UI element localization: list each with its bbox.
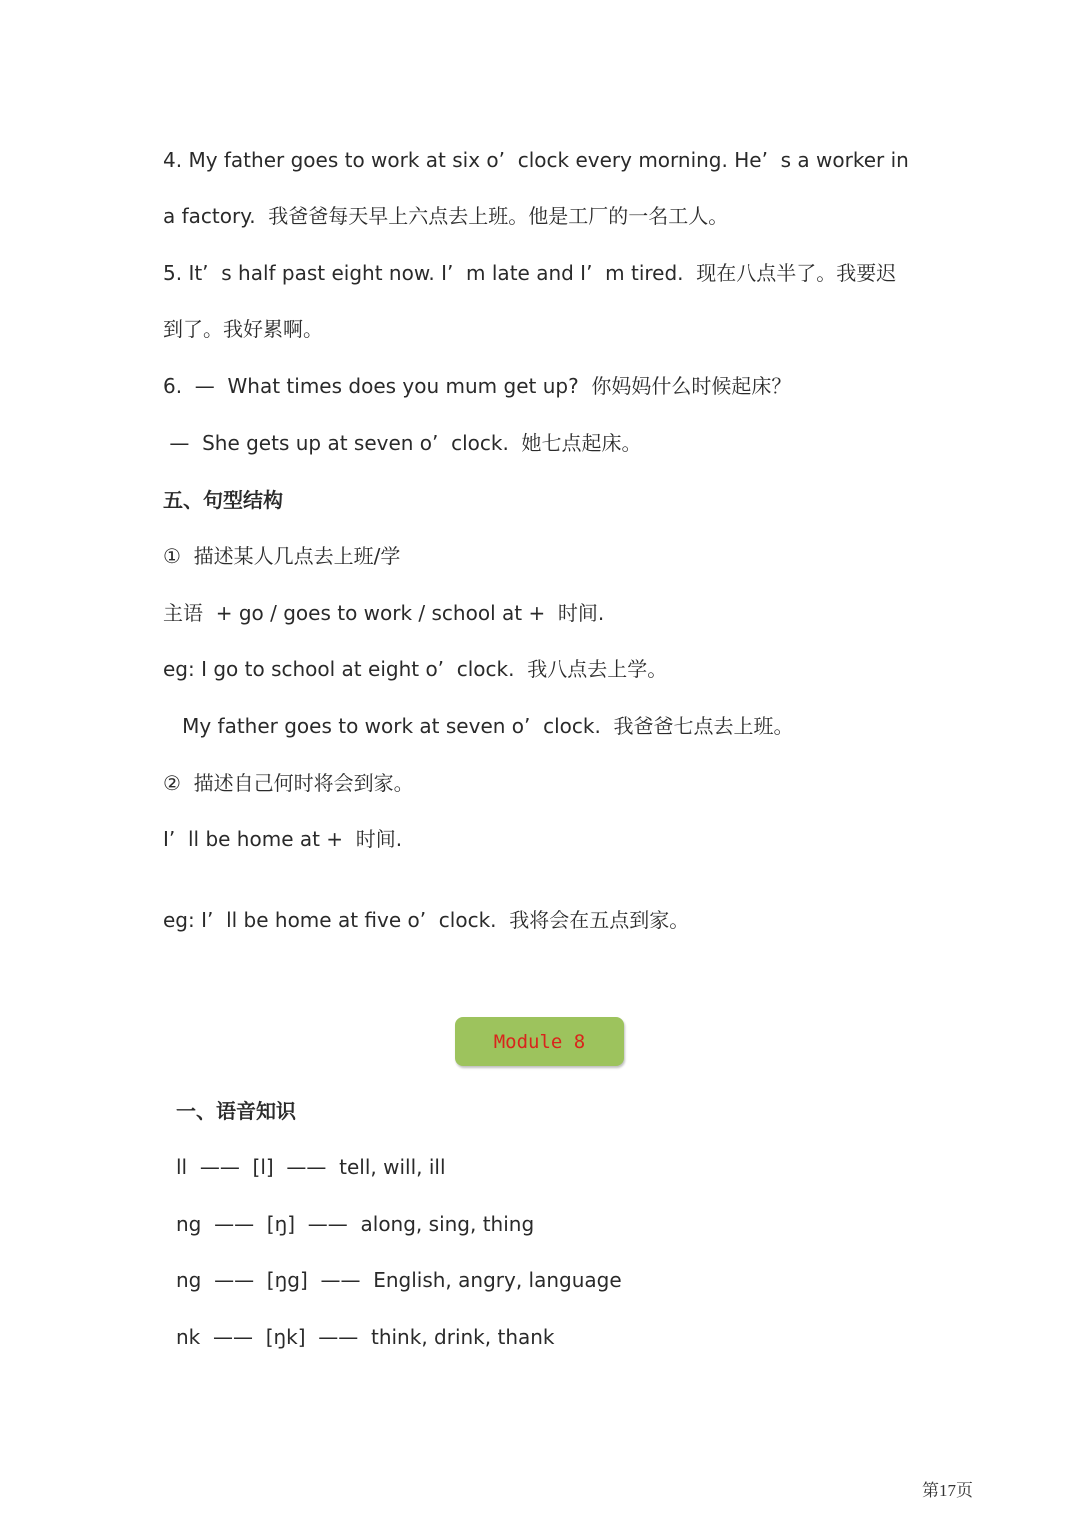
module-label: Module 8 [493, 1030, 586, 1053]
line-6a: 6. — What times does you mum get up? 你妈妈什么时候起床？ [163, 374, 792, 398]
line-5a: 5. It’ s half past eight now. I’ m late and I’ m tired. 现在八点半了。我要迟 [163, 261, 897, 285]
section5-example-2: My father goes to work at seven o’ clock. 我爸爸七点去上班。 [163, 714, 794, 738]
line-4b: a factory. 我爸爸每天早上六点去上班。他是工厂的一名工人。 [163, 204, 729, 228]
section5-item-2: ② 描述自己何时将会到家。 [163, 771, 414, 795]
section5-example-3: eg: I’ ll be home at five o’ clock. 我将会在五点到家。 [163, 908, 690, 932]
phonics-row-4: nk —— [ŋk] —— think, drink, thank [176, 1325, 555, 1349]
module-badge [455, 1017, 624, 1066]
section5-heading: 五、句型结构 [163, 488, 283, 512]
page-number: 第17页 [922, 1481, 973, 1500]
phonics-row-1: ll —— [l] —— tell, will, ill [176, 1155, 446, 1179]
section5-item-1: ① 描述某人几点去上班/学 [163, 544, 401, 568]
phonics-row-2: ng —— [ŋ] —— along, sing, thing [176, 1212, 535, 1236]
section5-example-1: eg: I go to school at eight o’ clock. 我八点去上学。 [163, 657, 668, 681]
line-5b: 到了。我好累啊。 [163, 317, 323, 341]
line-6b: — She gets up at seven o’ clock. 她七点起床。 [163, 431, 642, 455]
section5-pattern-1: 主语 + go / goes to work / school at + 时间. [163, 601, 605, 625]
phonics-row-3: ng —— [ŋg] —— English, angry, language [176, 1268, 622, 1292]
section5-pattern-2: I’ ll be home at + 时间. [163, 827, 403, 851]
line-4a: 4. My father goes to work at six o’ clock every morning. He’ s a worker in [163, 148, 909, 172]
section1-heading: 一、语音知识 [176, 1099, 296, 1123]
